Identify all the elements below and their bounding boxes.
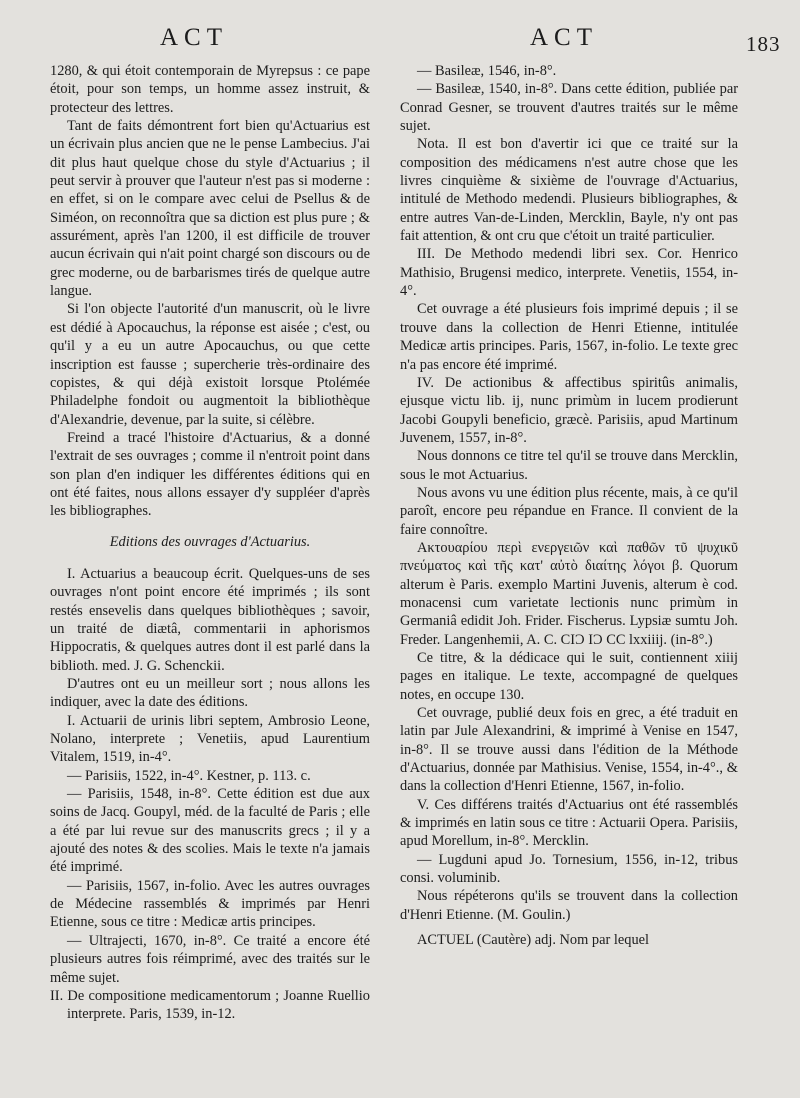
bibliography-entry: — Lugduni apud Jo. Tornesium, 1556, in-12, tribus consi. voluminib. xyxy=(400,851,738,887)
paragraph: Si l'on objecte l'autorité d'un manuscrit, où le livre est dédié à Apocauchus, la réponse est aisée ; c'est, ou qu'il y a eu un autre Apocauchus, ou que cette inscription est fausse ; supercherie très-ordinaire des copistes, & qui déjà existoit lorsque Ptolémée Philadelphe fondoit ou augmentoit la bibliothèque d'Alexandrie, devenue, par la suite, si célèbre. xyxy=(50,301,370,428)
paragraph: Cet ouvrage, publié deux fois en grec, a été traduit en latin par Jule Alexandrini, & imprimé à Venise en 1547, in-8°. Il se trouve aussi dans l'édition de la Méthode d'Actuarius, donnée par Mathisius. Venise, 1554, in-4°., & dans la collection d'Henri Etienne, 1567, in-folio. xyxy=(400,705,738,795)
paragraph: Ce titre, & la dédicace qui le suit, contiennent xiiij pages en italique. Le texte, accompagné de quelques notes, en occupe 130. xyxy=(400,650,738,703)
bibliography-entry: — Basileæ, 1546, in-8°. xyxy=(417,63,557,79)
bibliography-entry: — Parisiis, 1567, in-folio. Avec les autres ouvrages de Médecine rassemblés & imprimés par Henri Etienne, sous ce titre : Medicæ artis principes. xyxy=(50,877,370,931)
paragraph: 1280, & qui étoit contemporain de Myrepsus : ce pape étoit, pour son temps, un homme assez instruit, & protecteur des lettres. xyxy=(50,63,370,116)
bibliography-entry: — Parisiis, 1548, in-8°. Cette édition est due aux soins de Jacq. Goupyl, méd. de la faculté de Paris ; elle a été par lui revue sur des manuscrits grecs ; il y a ajouté des notes & des scolies. Mais le texte n'a jamais été imprimé. xyxy=(50,786,370,876)
paragraph: I. Actuarius a beaucoup écrit. Quelques-uns de ses ouvrages n'ont point encore été imprimés ; ils sont restés ensevelis dans quelques bibliothèques ; savoir, un traité de diætâ, commentarii in aphorismos Hippocratis, & quelques autres dont il est parlé dans la biblioth. med. J. G. Schenckii. xyxy=(50,565,370,674)
greek-title: Ακτουαρίου περὶ ενεργειῶν καὶ παθῶν τῦ ψυχικῦ πνεύματος καὶ τῆς κατ' αὐτὸ διαίτης λόγοι β. Quorum alterum è Paris. exemplo Martini Juvenis, alterum è cod. monacensi cum varietate lectionis nunc primùm in Germaniâ edidit Joh. Frider. Fischerus. Lypsiæ sumtu Joh. Freder. Langenhemii, A. C. CIƆ IƆ CC lxxiiij. (in-8°.) xyxy=(400,539,738,648)
paragraph: Nous donnons ce titre tel qu'il se trouve dans Mercklin, sous le mot Actuarius. xyxy=(400,448,738,483)
right-column xyxy=(400,62,738,950)
bibliography-entry: I. Actuarii de urinis libri septem, Ambrosio Leone, Nolano, interprete ; Venetiis, apud Laurentium Vitalem, 1519, in-4°. xyxy=(50,712,370,766)
section-heading: Editions des ouvrages d'Actuarius. xyxy=(109,533,311,550)
bibliography-entry: III. De Methodo medendi libri sex. Cor. Henrico Mathisio, Brugensi medico, interprete. Venetiis, 1554, in-4°. xyxy=(400,246,738,300)
spacer xyxy=(400,924,738,931)
page-number: 183 xyxy=(746,32,781,56)
paragraph: Tant de faits démontrent fort bien qu'Actuarius est un écrivain plus ancien que ne le pense Lambecius. J'ai dit plus haut quelque chose du style d'Actuarius ; il peut servir à prouver que l'auteur n'est pas si moderne : en effet, si on le compare avec celui de Psellus & de Siméon, on reconnoîtra que sa diction est plus pure ; & assurément, après l'an 1200, il est difficile de trouver aucun écrivain qui n'ait point chargé son discours ou de grec moderne, ou de barbarismes tirés de quelque autre langue. xyxy=(50,118,370,300)
paragraph: Nous avons vu une édition plus récente, mais, à ce qu'il paroît, encore peu répandue en France. Il convient de la faire connoître. xyxy=(400,484,738,538)
bibliography-entry: — Basileæ, 1540, in-8°. Dans cette édition, publiée par Conrad Gesner, se trouvent d'autres traités sur le même sujet. xyxy=(400,81,738,135)
bibliography-entry: — Ultrajecti, 1670, in-8°. Ce traité a encore été plusieurs autres fois réimprimé, avec des traités sur le même sujet. xyxy=(50,932,370,986)
running-head-right: ACT xyxy=(530,24,598,51)
bibliography-entry: IV. De actionibus & affectibus spiritûs animalis, ejusque victu lib. ij, nunc primùm in lucem prodierunt Jacobi Goupyli beneficio, græcè. Parisiis, apud Martinum Juvenem, 1557, in-8°. xyxy=(400,374,738,446)
paragraph: Nous répéterons qu'ils se trouvent dans la collection d'Henri Etienne. (M. Goulin.) xyxy=(400,888,738,923)
running-head-left: ACT xyxy=(160,24,228,51)
bibliography-entry: V. Ces différens traités d'Actuarius ont été rassemblés & imprimés en latin sous ce titre : Actuarii Opera. Parisiis, apud Morellum, in-8°. Mercklin. xyxy=(400,796,738,850)
paragraph: D'autres ont eu un meilleur sort ; nous allons les indiquer, avec la date des éditions. xyxy=(50,676,370,711)
bibliography-entry: — Parisiis, 1522, in-4°. Kestner, p. 113. c. xyxy=(67,767,311,784)
entry-heading: ACTUEL (Cautère) adj. Nom par lequel xyxy=(417,932,650,949)
paragraph: Freind a tracé l'histoire d'Actuarius, & a donné l'extrait de ses ouvrages ; comme il n'entroit point dans son plan d'en indiquer les différentes éditions qui en ont été faites, nous allons essayer d'y suppléer d'après les bibliographes. xyxy=(50,429,370,520)
left-column xyxy=(50,62,370,1024)
bibliography-entry: II. De compositione medicamentorum ; Joanne Ruellio interprete. Paris, 1539, in-12. xyxy=(50,987,370,1023)
paragraph: Cet ouvrage a été plusieurs fois imprimé depuis ; il se trouve dans la collection de Henri Etienne, intitulée Medicæ artis principes. Paris, 1567, in-folio. Le texte grec n'a pas encore été imprimé. xyxy=(400,301,738,373)
paragraph: Nota. Il est bon d'avertir ici que ce traité sur la composition des médicamens n'est autre chose que les livres cinquième & sixième de l'ouvrage d'Actuarius, intitulé de Methodo medendi. Plusieurs bibliographes, & entre autres Van-de-Linden, Mercklin, Bayle, n'y ont pas fait attention, & ont cru que c'étoit un traité particulier. xyxy=(400,136,738,245)
